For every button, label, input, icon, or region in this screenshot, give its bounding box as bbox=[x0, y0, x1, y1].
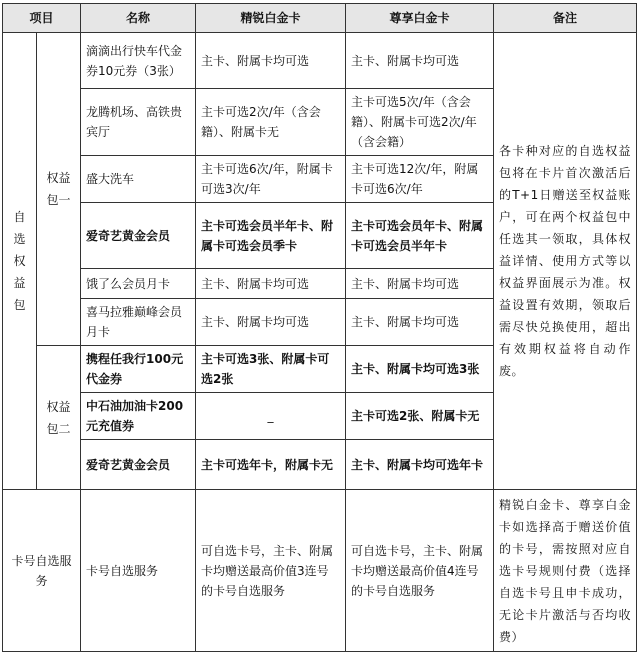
row-jingrui: 主卡、附属卡均可选 bbox=[196, 269, 346, 299]
pack1-label: 权益包一 bbox=[37, 33, 81, 346]
row-jingrui: 主卡、附属卡均可选 bbox=[196, 33, 346, 89]
row-zunxiang: 主卡可选12次/年，附属卡可选6次/年 bbox=[346, 156, 494, 203]
table-row bbox=[3, 490, 637, 652]
row-jingrui: 主卡、附属卡均可选 bbox=[196, 299, 346, 346]
row-zunxiang: 主卡可选2张、附属卡无 bbox=[346, 393, 494, 440]
table-row bbox=[3, 33, 637, 89]
row-zunxiang: 主卡可选5次/年（含会籍）、附属卡可选2次/年（含会籍） bbox=[346, 89, 494, 156]
row-name: 携程任我行100元代金券 bbox=[81, 346, 196, 393]
header-row bbox=[3, 4, 637, 33]
note-benefits: 各卡种对应的自选权益包将在卡片首次激活后的T+1日赠送至权益账户，可在两个权益包中任选其一领取，具体权益详情、使用方式等以权益界面展示为准。权益设置有效期，领取后需尽快兑换使用，超出有效期权益将自动作废。 bbox=[494, 33, 637, 490]
row-zunxiang: 可自选卡号，主卡、附属卡均赠送最高价值4连号的卡号自选服务 bbox=[346, 490, 494, 652]
row-zunxiang: 主卡可选会员年卡、附属卡可选会员半年卡 bbox=[346, 203, 494, 269]
row-zunxiang: 主卡、附属卡均可选 bbox=[346, 269, 494, 299]
row-zunxiang: 主卡、附属卡均可选年卡 bbox=[346, 440, 494, 490]
note-service: 精锐白金卡、尊享白金卡如选择高于赠送价值的卡号，需按照对应自选卡号规则付费（选择自选卡号且申卡成功，无论卡片激活与否均收费） bbox=[494, 490, 637, 652]
row-zunxiang: 主卡、附属卡均可选3张 bbox=[346, 346, 494, 393]
row-zunxiang: 主卡、附属卡均可选 bbox=[346, 33, 494, 89]
row-name: 中石油加油卡200元充值券 bbox=[81, 393, 196, 440]
service-label: 卡号自选服务 bbox=[3, 490, 81, 652]
header-project: 项目 bbox=[3, 4, 81, 33]
header-note: 备注 bbox=[494, 4, 637, 33]
row-jingrui: 主卡可选6次/年，附属卡可选3次/年 bbox=[196, 156, 346, 203]
row-name: 爱奇艺黄金会员 bbox=[81, 440, 196, 490]
header-jingrui: 精锐白金卡 bbox=[196, 4, 346, 33]
row-jingrui: 主卡可选3张、附属卡可选2张 bbox=[196, 346, 346, 393]
row-name: 龙腾机场、高铁贵宾厅 bbox=[81, 89, 196, 156]
row-zunxiang: 主卡、附属卡均可选 bbox=[346, 299, 494, 346]
group-label: 自选权益包 bbox=[3, 33, 37, 490]
row-jingrui: 主卡可选年卡，附属卡无 bbox=[196, 440, 346, 490]
row-name: 盛大洗车 bbox=[81, 156, 196, 203]
row-jingrui: 主卡可选会员半年卡、附属卡可选会员季卡 bbox=[196, 203, 346, 269]
benefits-table bbox=[2, 3, 637, 652]
row-name: 卡号自选服务 bbox=[81, 490, 196, 652]
row-jingrui: 可自选卡号，主卡、附属卡均赠送最高价值3连号的卡号自选服务 bbox=[196, 490, 346, 652]
header-name: 名称 bbox=[81, 4, 196, 33]
row-name: 喜马拉雅巅峰会员月卡 bbox=[81, 299, 196, 346]
row-name: 爱奇艺黄金会员 bbox=[81, 203, 196, 269]
pack2-label: 权益包二 bbox=[37, 346, 81, 490]
row-name: 滴滴出行快车代金券10元券（3张） bbox=[81, 33, 196, 89]
row-jingrui: 主卡可选2次/年（含会籍）、附属卡无 bbox=[196, 89, 346, 156]
header-zunxiang: 尊享白金卡 bbox=[346, 4, 494, 33]
row-jingrui: _ bbox=[196, 393, 346, 440]
row-name: 饿了么会员月卡 bbox=[81, 269, 196, 299]
